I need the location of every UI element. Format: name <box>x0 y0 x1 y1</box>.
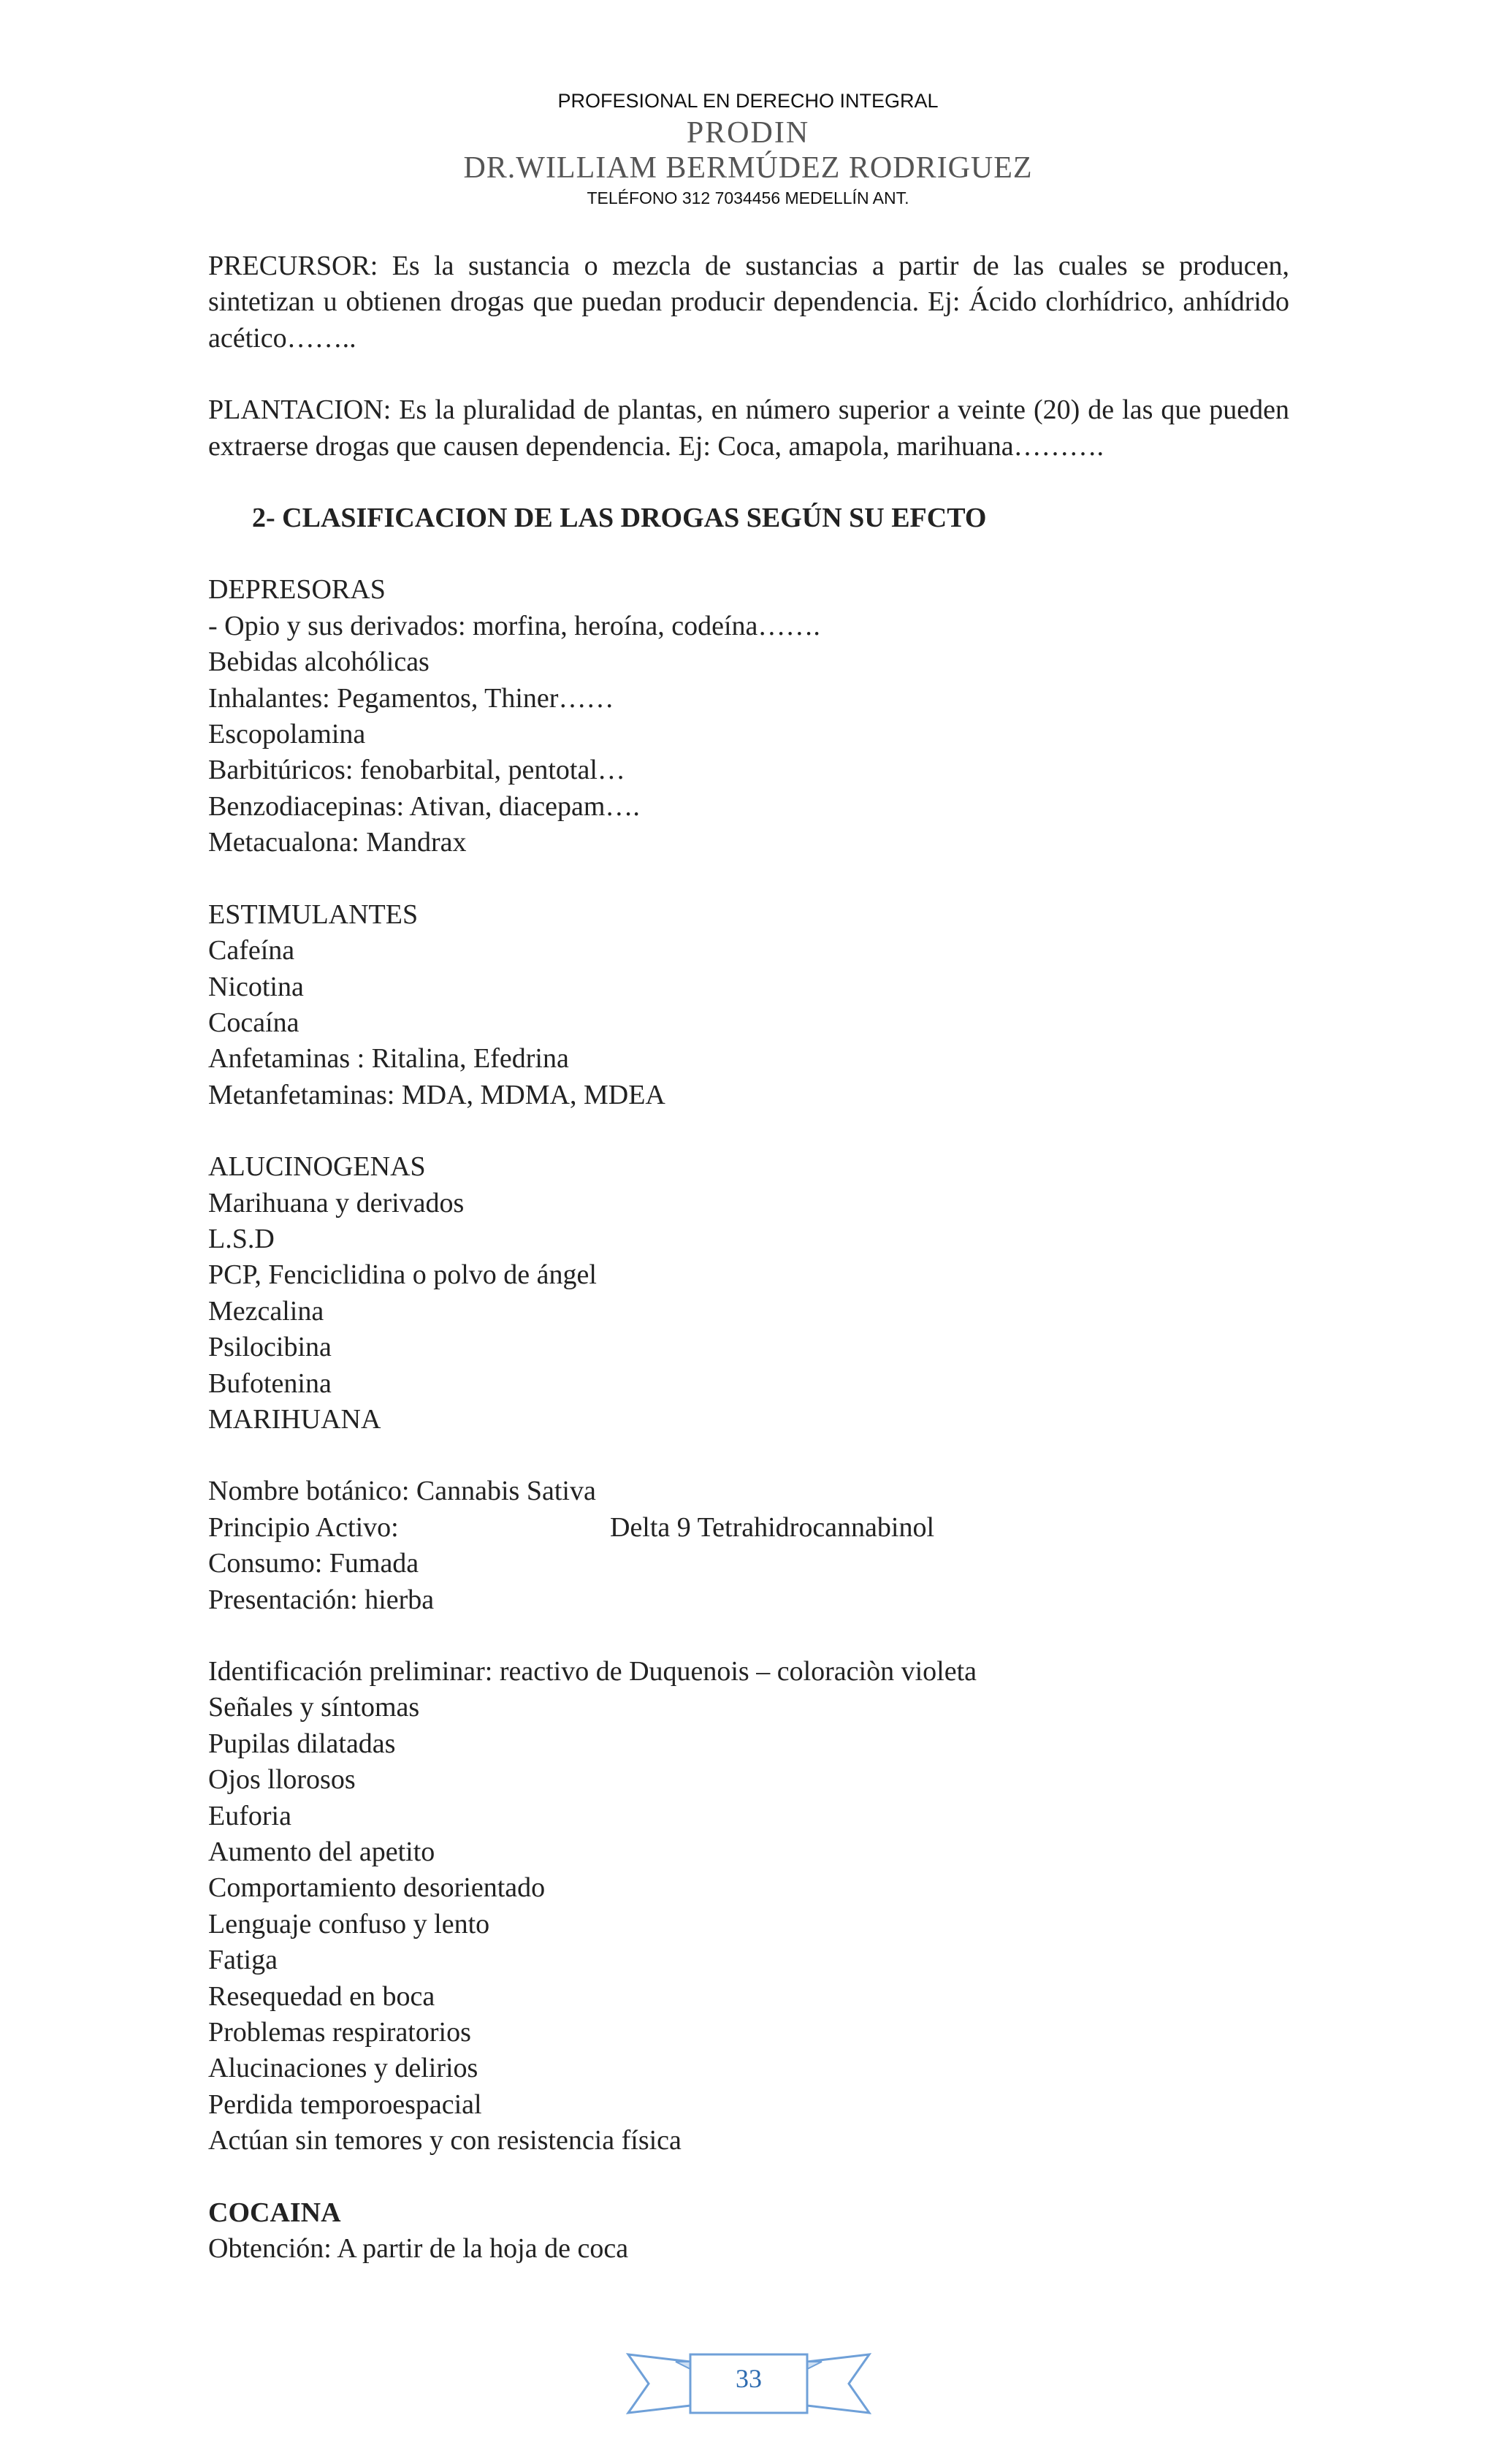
list-item: Problemas respiratorios <box>208 2017 471 2048</box>
list-item: Marihuana y derivados <box>208 1187 465 1218</box>
list-item: Perdida temporoespacial <box>208 2089 482 2120</box>
list-item: Comportamiento desorientado <box>208 1872 546 1904</box>
header-line-phone: TELÉFONO 312 7034456 MEDELLÍN ANT. <box>587 188 909 207</box>
header-line-author: DR.WILLIAM BERMÚDEZ RODRIGUEZ <box>463 151 1033 185</box>
list-item: Inhalantes: Pegamentos, Thiner…… <box>208 682 614 714</box>
list-item: Actúan sin temores y con resistencia física <box>208 2125 682 2156</box>
spacer <box>208 861 1289 897</box>
page-number: 33 <box>736 2364 762 2393</box>
list-item: Alucinaciones y delirios <box>208 2053 478 2084</box>
spacer <box>208 465 1289 500</box>
principio-activo-row <box>208 1510 1289 1546</box>
spacer <box>208 2159 1289 2195</box>
list-item: Barbitúricos: fenobarbital, pentotal… <box>208 755 625 786</box>
cocaina-section <box>208 2195 1289 2267</box>
spacer <box>208 356 1289 392</box>
estimulantes-list <box>208 897 1289 1113</box>
list-item: Cafeína <box>208 935 295 966</box>
alucinogenas-title: ALUCINOGENAS <box>208 1151 426 1183</box>
list-item: Nicotina <box>208 971 304 1002</box>
depresoras-list <box>208 572 1289 861</box>
list-item: Fatiga <box>208 1945 278 1976</box>
list-item: - Opio y sus derivados: morfina, heroína, codeína……. <box>208 610 820 641</box>
principio-activo-value: Delta 9 Tetrahidrocannabinol <box>610 1511 935 1543</box>
list-item: Benzodiacepinas: Ativan, diacepam…. <box>208 790 640 822</box>
list-item: L.S.D <box>208 1223 275 1254</box>
list-item: Señales y síntomas <box>208 1692 420 1723</box>
spacer <box>208 1438 1289 1473</box>
header-line-prodin: PRODIN <box>686 116 810 150</box>
list-item: Ojos llorosos <box>208 1764 356 1796</box>
list-item: Resequedad en boca <box>208 1980 435 2012</box>
page-header <box>0 86 1496 210</box>
spacer <box>208 536 1289 572</box>
page-footer <box>621 2341 877 2422</box>
list-item: Bufotenina <box>208 1368 332 1399</box>
list-item: Psilocibina <box>208 1332 332 1363</box>
header-line-profession: PROFESIONAL EN DERECHO INTEGRAL <box>557 90 939 112</box>
nombre-botanico: Nombre botánico: Cannabis Sativa <box>208 1476 596 1507</box>
list-item: MARIHUANA <box>208 1403 381 1435</box>
list-item: Metacualona: Mandrax <box>208 827 467 858</box>
list-item: Identificación preliminar: reactivo de Duquenois – coloraciòn violeta <box>208 1656 977 1687</box>
cocaina-obtencion: Obtención: A partir de la hoja de coca <box>208 2233 629 2265</box>
list-item: Aumento del apetito <box>208 1836 435 1868</box>
list-item: Bebidas alcohólicas <box>208 646 430 678</box>
depresoras-title: DEPRESORAS <box>208 574 386 606</box>
spacer <box>208 1113 1289 1149</box>
list-item: Cocaína <box>208 1007 299 1038</box>
list-item: Anfetaminas : Ritalina, Efedrina <box>208 1043 569 1075</box>
document-body <box>208 248 1289 2267</box>
list-item: Escopolamina <box>208 719 366 750</box>
estimulantes-title: ESTIMULANTES <box>208 899 419 930</box>
consumo: Consumo: Fumada <box>208 1548 419 1579</box>
paragraph-plantacion: PLANTACION: Es la pluralidad de plantas, en número superior a veinte (20) de las que pueden extraerse drogas que causen dependencia. Ej: Coca, amapola, marihuana………. <box>208 394 1289 462</box>
paragraph-precursor: PRECURSOR: Es la sustancia o mezcla de sustancias a partir de las cuales se producen, sintetizan u obtienen drogas que puedan producir dependencia. Ej: Ácido clorhídrico, anhídrido acético…….. <box>208 251 1289 354</box>
list-item: Mezcalina <box>208 1295 324 1327</box>
cocaina-title: COCAINA <box>208 2197 341 2228</box>
alucinogenas-list <box>208 1149 1289 1438</box>
list-item: Pupilas dilatadas <box>208 1728 396 1759</box>
list-item: Lenguaje confuso y lento <box>208 1908 490 1939</box>
presentacion: Presentación: hierba <box>208 1584 435 1615</box>
marihuana-details <box>208 1473 1289 1618</box>
list-item: Metanfetaminas: MDA, MDMA, MDEA <box>208 1079 665 1110</box>
list-item: Euforia <box>208 1800 291 1831</box>
list-item: PCP, Fenciclidina o polvo de ángel <box>208 1259 597 1291</box>
section-title-clasificacion: 2- CLASIFICACION DE LAS DROGAS SEGÚN SU EFCTO <box>252 503 987 534</box>
spacer <box>208 1618 1289 1654</box>
principio-activo-label: Principio Activo: <box>208 1511 399 1543</box>
identificacion-list <box>208 1654 1289 2159</box>
